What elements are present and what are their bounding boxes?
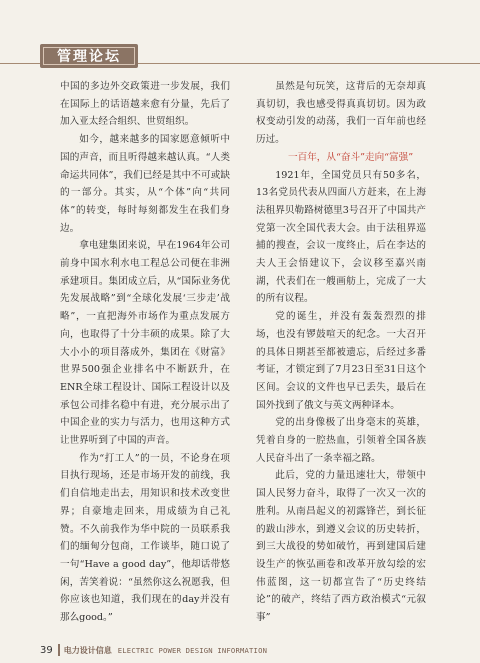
paragraph: 1921年，全国党员只有50多名，13名党员代表从四面八方赶来，在上海法租界贝勒路树德里3号召开了中国共产党第一次全国代表大会。由于法租界巡捕的搜查，会议一度终止，后在李达的夫人王会悟建议下，会议移至嘉兴南湖，代表们在一艘画舫上，完成了一大的所有议程。 (256, 169, 426, 305)
paragraph: 如今，越来越多的国家愿意倾听中国的声音，而且听得越来越认真。“人类命运共同体”，我们已经是其中不可或缺的一部分。其实，从“个体”向“共同体”的转变，每时每刻都发生在我们身边。 (60, 134, 230, 234)
paragraph: 党的诞生，并没有轰轰烈烈的排场，也没有锣鼓喧天的纪念。一大召开的具体日期甚至都被遗忘，后经过多番考证，才锁定到了7月23日至31日这个区间。会议的文件也早已丢失，最后在国外找到了俄文与英文两种译本。 (256, 311, 426, 411)
section-subheading: 一百年，从“奋斗”走向“富强” (288, 151, 414, 163)
section-tab (40, 44, 138, 68)
paragraph: 作为“打工人”的一员，不论身在项目执行现场，还是市场开发的前线，我们自信地走出去，用知识和技术改变世界；自豪地走回来，用成绩为自己礼赞。不久前我作为华中院的一员联系我们的缅甸分包商，工作谈毕，随口说了一句“Have a good day”，他却话带悠闲，苦笑着说：“虽然你这么祝愿我，但你应该也知道，我们现在的day并没有那么good。” (60, 452, 230, 624)
page-footer (40, 643, 267, 657)
journal-name-english: ELECTRIC POWER DESIGN INFORMATION (117, 645, 268, 655)
paragraph: 党的出身像极了出身毫末的英雄，凭着自身的一腔热血，引领着全国各族人民奋斗出了一条幸福之路。 (256, 417, 426, 464)
left-column (60, 78, 230, 627)
paragraph: 虽然是句玩笑，这背后的无奈却真真切切，我也感受得真真切切。因为政权变动引发的动荡，我们一百年前也经历过。 (256, 81, 426, 146)
paragraph: 此后，党的力量迅速壮大，带领中国人民努力奋斗，取得了一次又一次的胜利。从南昌起义的初露锋芒，到长征的跋山涉水，到遵义会议的历史转折，到三大战役的势如破竹，再到建国后建设生产的恢弘画卷和改革开放勾绘的宏伟蓝图，这一切都宣告了“历史终结论”的破产，终结了西方政治模式“元叙事” (256, 470, 426, 624)
paragraph: 拿电建集团来说，早在1964年公司前身中国水利水电工程总公司便在非洲承建项目。集团成立后，从“国际业务优先发展战略”到“全球化发展‘三步走’战略”，一直把海外市场作为重点发展方向，也取得了十分丰硕的成果。除了大大小小的项目落成外，集团在《财富》世界500强企业排名中不断跃升，在ENR全球工程设计、国际工程设计以及承包公司排名稳中有进，充分展示出了中国企业的实力与活力，也用这种方式让世界听到了中国的声音。 (60, 240, 230, 447)
paragraph: 中国的多边外交政策进一步发展，我们在国际上的话语越来愈有分量，先后了加入亚太经合组织、世贸组织。 (60, 81, 230, 128)
right-column (256, 78, 426, 627)
section-title: 管理论坛 (43, 47, 135, 65)
footer-divider (58, 644, 60, 656)
journal-name: 电力设计信息 (63, 645, 112, 655)
page-number: 39 (40, 644, 53, 656)
